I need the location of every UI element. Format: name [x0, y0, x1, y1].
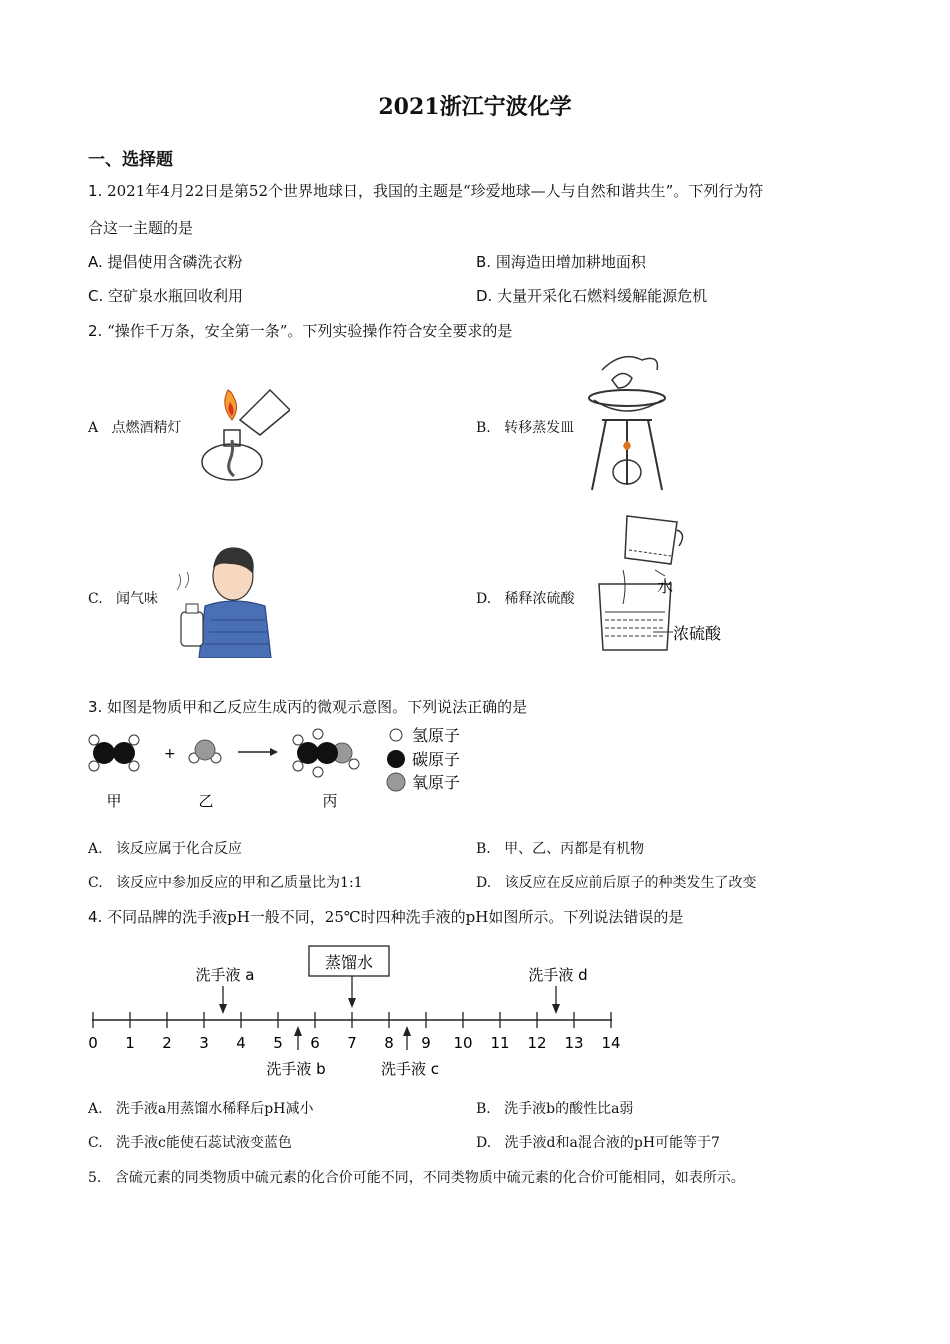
option-text: 提倡使用含磷洗衣粉 — [107, 253, 243, 271]
ph-tick-label: 13 — [564, 1034, 584, 1052]
q4-option-c[interactable] — [88, 1132, 292, 1152]
arrow-a — [219, 1004, 227, 1014]
plus-sign: + — [164, 746, 176, 762]
option-label: A — [88, 420, 99, 436]
option-text: 洗手液b的酸性比a弱 — [504, 1101, 634, 1117]
legend-oxygen: 氧原子 — [412, 773, 461, 792]
label-c: 洗手液 c — [380, 1060, 440, 1078]
q4-option-d[interactable] — [476, 1132, 720, 1152]
question-1 — [88, 180, 763, 201]
acid-label: 浓硫酸 — [673, 624, 722, 643]
option-text: 洗手液c能使石蕊试液变蓝色 — [116, 1135, 292, 1151]
question-1-continued: 合这一主题的是 — [88, 219, 194, 237]
label-bing: 丙 — [322, 792, 338, 810]
option-label: B. — [476, 420, 491, 436]
ph-tick-label: 6 — [310, 1034, 320, 1052]
option-text: 大量开采化石燃料缓解能源危机 — [497, 287, 708, 305]
q2-option-c[interactable] — [88, 588, 158, 608]
option-label: B. — [476, 841, 491, 857]
q3-option-a[interactable] — [88, 838, 242, 858]
smelling-gas-illustration — [165, 540, 277, 658]
option-text: 点燃酒精灯 — [111, 420, 182, 436]
ph-tick-label: 11 — [490, 1034, 510, 1052]
section-heading: 一、选择题 — [88, 150, 173, 170]
option-text: 洗手液d和a混合液的pH可能等于7 — [504, 1135, 720, 1151]
question-number: 2. — [88, 322, 103, 340]
question-4 — [88, 906, 683, 927]
q1-option-a[interactable] — [88, 251, 243, 272]
question-text: 如图是物质甲和乙反应生成丙的微观示意图。下列说法正确的是 — [107, 698, 528, 716]
label-a: 洗手液 a — [195, 966, 255, 984]
option-text: 围海造田增加耕地面积 — [495, 253, 646, 271]
ph-tick-label: 10 — [453, 1034, 473, 1052]
molecule-bing — [293, 729, 359, 777]
option-label: A. — [88, 253, 103, 271]
molecule-jia — [89, 735, 139, 771]
option-text: 甲、乙、丙都是有机物 — [504, 841, 645, 857]
option-label: D. — [476, 287, 493, 305]
ph-ticks — [88, 1012, 620, 1052]
q1-option-b[interactable] — [476, 251, 646, 272]
option-label: C. — [88, 875, 103, 891]
ph-scale-diagram — [80, 942, 640, 1082]
molecule-yi — [189, 740, 221, 763]
ph-tick-label: 8 — [384, 1034, 394, 1052]
option-label: D. — [476, 591, 492, 607]
option-text: 该反应中参加反应的甲和乙质量比为1:1 — [116, 875, 363, 891]
ph-tick-label: 5 — [273, 1034, 283, 1052]
label-yi: 乙 — [198, 792, 214, 810]
alcohol-lamp-illustration — [190, 380, 290, 490]
option-text: 洗手液a用蒸馏水稀释后pH减小 — [115, 1101, 314, 1117]
ph-tick-label: 0 — [88, 1034, 98, 1052]
q2-option-b[interactable] — [476, 417, 574, 437]
q4-option-a[interactable] — [88, 1098, 313, 1118]
ph-tick-label: 1 — [125, 1034, 135, 1052]
question-3 — [88, 696, 527, 717]
dilute-acid-illustration — [595, 512, 735, 657]
question-text: 含硫元素的同类物质中硫元素的化合价可能不同，不同类物质中硫元素的化合价可能相同，如表所示。 — [114, 1170, 745, 1186]
arrow-water — [348, 998, 356, 1008]
label-d: 洗手液 d — [528, 966, 588, 984]
option-label: A. — [88, 841, 103, 857]
ph-tick-label: 4 — [236, 1034, 246, 1052]
option-text: 空矿泉水瓶回收利用 — [108, 287, 244, 305]
question-text: 不同品牌的洗手液pH一般不同，25℃时四种洗手液的pH如图所示。下列说法错误的是 — [107, 908, 684, 926]
q3-option-b[interactable] — [476, 838, 644, 858]
legend-carbon: 碳原子 — [412, 750, 461, 769]
legend-hydrogen: 氢原子 — [412, 726, 461, 745]
option-label: A. — [88, 1101, 103, 1117]
q4-option-b[interactable] — [476, 1098, 633, 1118]
q3-option-d[interactable] — [476, 872, 757, 892]
question-2 — [88, 320, 512, 341]
q1-option-c[interactable] — [88, 285, 243, 306]
label-b: 洗手液 b — [266, 1060, 326, 1078]
ph-tick-label: 12 — [527, 1034, 547, 1052]
q3-option-c[interactable] — [88, 872, 363, 892]
option-label: D. — [476, 1135, 492, 1151]
option-label: B. — [476, 1101, 491, 1117]
question-number: 3. — [88, 698, 103, 716]
molecule-diagram — [86, 726, 486, 816]
ph-tick-label: 14 — [601, 1034, 621, 1052]
option-label: C. — [88, 287, 104, 305]
option-label: D. — [476, 875, 492, 891]
arrow-d — [552, 1004, 560, 1014]
question-5 — [88, 1167, 745, 1187]
option-label: C. — [88, 591, 103, 607]
question-text: “操作千万条，安全第一条”。下列实验操作符合安全要求的是 — [107, 322, 513, 340]
q1-option-d[interactable] — [476, 285, 707, 306]
question-number: 4. — [88, 908, 103, 926]
label-water: 蒸馏水 — [324, 953, 374, 972]
water-label: 水 — [657, 577, 674, 596]
ph-tick-label: 9 — [421, 1034, 431, 1052]
question-number: 1. — [88, 182, 103, 200]
option-text: 该反应属于化合反应 — [115, 841, 242, 857]
q2-option-a[interactable] — [88, 417, 181, 437]
question-text: 2021年4月22日是第52个世界地球日，我国的主题是“珍爱地球—人与自然和谐共生”。下列行为符 — [107, 182, 764, 200]
ph-tick-label: 3 — [199, 1034, 209, 1052]
ph-tick-label: 2 — [162, 1034, 172, 1052]
question-number: 5. — [88, 1170, 102, 1186]
option-text: 转移蒸发皿 — [504, 420, 575, 436]
page-title: 2021浙江宁波化学 — [378, 94, 572, 120]
option-text: 稀释浓硫酸 — [504, 591, 575, 607]
option-text: 闻气味 — [116, 591, 159, 607]
ph-tick-label: 7 — [347, 1034, 357, 1052]
option-label: C. — [88, 1135, 103, 1151]
q2-option-d[interactable] — [476, 588, 575, 608]
option-text: 该反应在反应前后原子的种类发生了改变 — [504, 875, 757, 891]
label-jia: 甲 — [106, 792, 122, 810]
evaporating-dish-illustration — [582, 350, 672, 495]
option-label: B. — [476, 253, 492, 271]
